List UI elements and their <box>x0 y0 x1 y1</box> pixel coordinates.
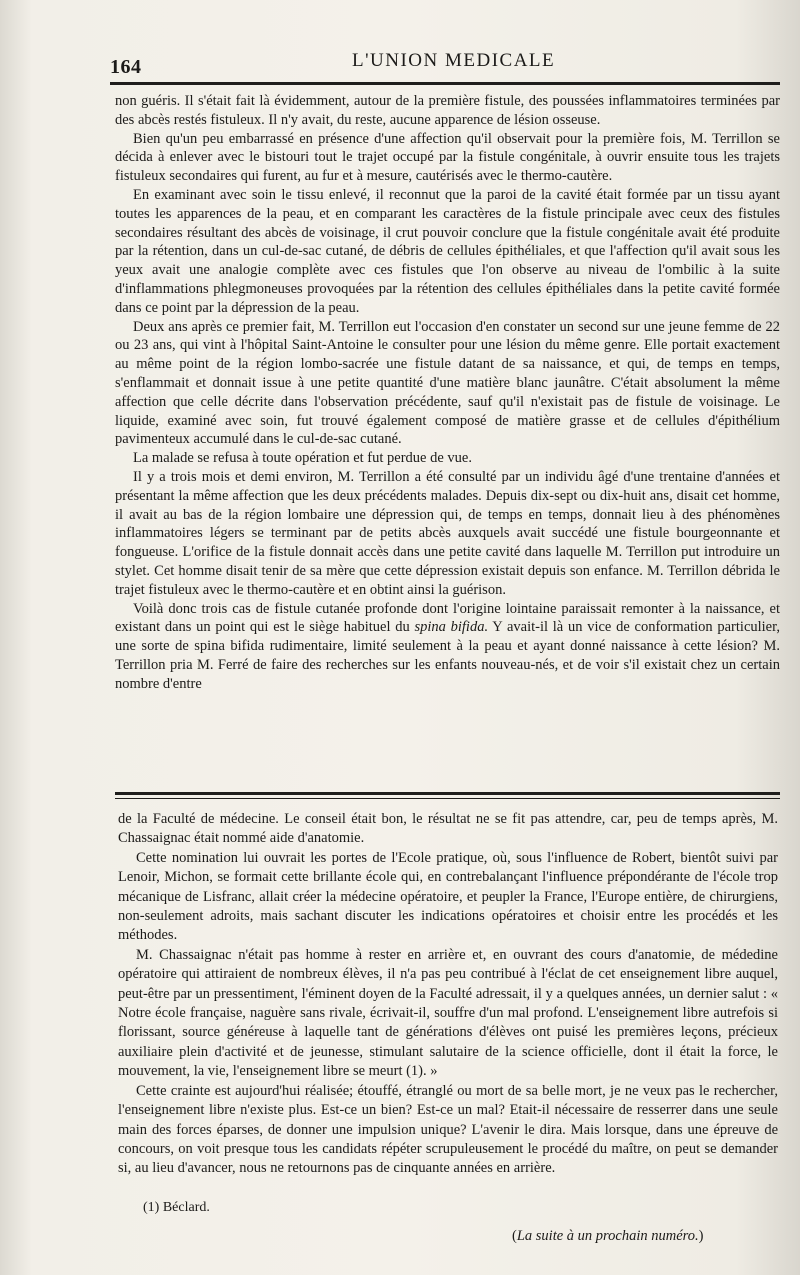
running-title: L'UNION MEDICALE <box>352 50 556 71</box>
article-body <box>115 92 780 694</box>
footnote: (1) Béclard. <box>143 1200 210 1215</box>
text-run: Voilà donc trois cas de fistule cutanée profonde dont l'origine lointaine paraissait remonter à la naissance, et existant dans un point qui est le siège habituel du <box>115 600 780 636</box>
article-paragraph: La malade se refusa à toute opération et fut perdue de vue. <box>133 450 472 467</box>
text-run: Y avait-il là un vice de conformation particulier, une sorte de spina bifida rudimentaire, limité seulement à la peau et ayant donné naissance à cette lésion? M. Terrillon pria M. Ferré de faire des recherches sur les enfants nouveau-nés, et de voir s'il existait chez un certain nombre d'entre <box>115 619 780 692</box>
continued-text: La suite à un prochain numéro. <box>516 1228 699 1244</box>
close-paren: ) <box>698 1228 704 1244</box>
continued-note <box>512 1228 703 1245</box>
feuilleton-paragraph: de la Faculté de médecine. Le conseil était bon, le résultat ne se fit pas attendre, car, peu de temps après, M. Chassaignac était nommé aide d'anatomie. <box>118 811 778 847</box>
article-paragraph: En examinant avec soin le tissu enlevé, il reconnut que la paroi de la cavité était formée par un tissu ayant toutes les apparences de la peau, et en comparant les caractères de la fistule principale avec ceux des fistules secondaires résultant des abcès de voisinage, il crut pouvoir conclure que la fistule congénitale avait été produite par la rétention, dans un cul-de-sac cutané, de débris de cellules épithéliales, et que l'affection qu'il avait sous les yeux avait une analogie complète avec ces fistules que l'on observe au niveau de l'ombilic à la suite d'inflammations phlegmoneuses provoquées par la rétention des cellules épithéliales dans la petite cavité formée dans ce point par la dépression de la peau. <box>115 186 780 316</box>
page-header <box>110 44 778 80</box>
feuilleton-paragraph: Cette crainte est aujourd'hui réalisée; étouffé, étranglé ou mort de sa belle mort, je ne veux pas le rechercher, l'enseignement libre n'existe plus. Est-ce un bien? Est-ce un mal? Etait-il nécessaire de resserrer dans une seule main des forces éparses, de donner une impulsion unique? L'avenir le dira. Mais lorsque, dans une épreuve de concours, on voit presque tous les candidats répéter scrupuleusement le procédé du maître, on peut se demander si, au lieu d'avancer, nous ne retournons pas de cinquante années en arrière. <box>118 1082 778 1177</box>
feuilleton-body <box>118 810 778 1179</box>
feuilleton-separator <box>115 792 780 799</box>
article-paragraph-last <box>115 600 780 694</box>
feuilleton-paragraph: M. Chassaignac n'était pas homme à rester en arrière et, en ouvrant des cours d'anatomie, de médedine opératoire qui attiraient de nombreux élèves, il n'a pas peu contribué à l'éclat de cet enseignement libre auquel, peut-être par un pressentiment, l'éminent doyen de la Faculté adressait, il y a quelques années, un dernier salut : « Notre école française, naguère sans rivale, écrivait-il, souffre d'un mal profond. L'enseignement libre autrefois si florissant, source généreuse à laquelle tant de générations d'élèves ont puisé les premières leçons, précieux auxiliaire plein d'activité et de jeunesse, stimulant salutaire de la science officielle, dont il était la force, le mouvement, la vie, l'enseignement libre se meurt (1). » <box>118 946 778 1080</box>
page-number: 164 <box>110 56 142 78</box>
article-paragraph: Il y a trois mois et demi environ, M. Terrillon a été consulté par un individu âgé d'une trentaine d'années et présentant la même affection que les deux précédents malades. Depuis dix-sept ou dix-huit ans, disait cet homme, il avait au bas de la région lombaire une dépression qui, de temps en temps, donnait lieu à des phénomènes inflammatoires légers se terminant par de petits abcès auxquels avait succédé une fistule bourgeonnante et fongueuse. L'orifice de la fistule donnait accès dans une petite cavité dans laquelle M. Terrillon put introduire un stylet. Cet homme disait tenir de sa mère que cette dépression existait depuis son enfance. M. Terrillon débrida le trajet fistuleux avec le thermo-cautère et en obtint ainsi la guérison. <box>115 468 780 598</box>
feuilleton-paragraph: Cette nomination lui ouvrait les portes de l'Ecole pratique, où, sous l'influence de Robert, bientôt suivi par Lenoir, Michon, se formait cette brillante école qui, en contrebalançant l'influence prépondérante de l'école trop mécanique de Lisfranc, allait créer la médecine opératoire, et peupler la France, l'Europe entière, de chirurgiens, non-seulement adroits, mais sachant discuter les indications opératoires et choisir entre les procédés et les méthodes. <box>118 849 778 944</box>
open-paren: ( <box>512 1228 517 1244</box>
article-paragraph: Deux ans après ce premier fait, M. Terrillon eut l'occasion d'en constater un second sur une jeune femme de 22 ou 23 ans, qui vint à l'hôpital Saint-Antoine le consulter pour une lésion du même genre. Elle portait exactement au même point de la région lombo-sacrée une fistule datant de sa naissance, et qui, de temps en temps, s'enflammait et donnait issue à une petite quantité d'une matière blanc jaunâtre. C'était absolument la même affection que celle décrite dans l'observation précédente, sauf qu'il n'existait pas de fistule de voisinage. Le liquide, examiné avec soin, fut trouvé également composé de matière grasse et de cellules d'épithélium pavimenteux accumulé dans le cul-de-sac cutané. <box>115 318 780 448</box>
article-paragraph: Bien qu'un peu embarrassé en présence d'une affection qu'il observait pour la première fois, M. Terrillon se décida à enlever avec le bistouri tout le trajet occupé par la fistule congénitale, à ouvrir ensuite tous les trajets fistuleux secondaires qui furent, au fur et à mesure, cautérisés avec le thermo-cautère. <box>115 130 780 185</box>
article-paragraph: non guéris. Il s'était fait là évidemment, autour de la première fistule, des poussées inflammatoires terminées par des abcès restés fistuleux. Il n'y avait, du reste, aucune apparence de lésion osseuse. <box>115 93 780 128</box>
italic-term: spina bifida. <box>414 619 489 636</box>
header-rule <box>110 82 780 85</box>
